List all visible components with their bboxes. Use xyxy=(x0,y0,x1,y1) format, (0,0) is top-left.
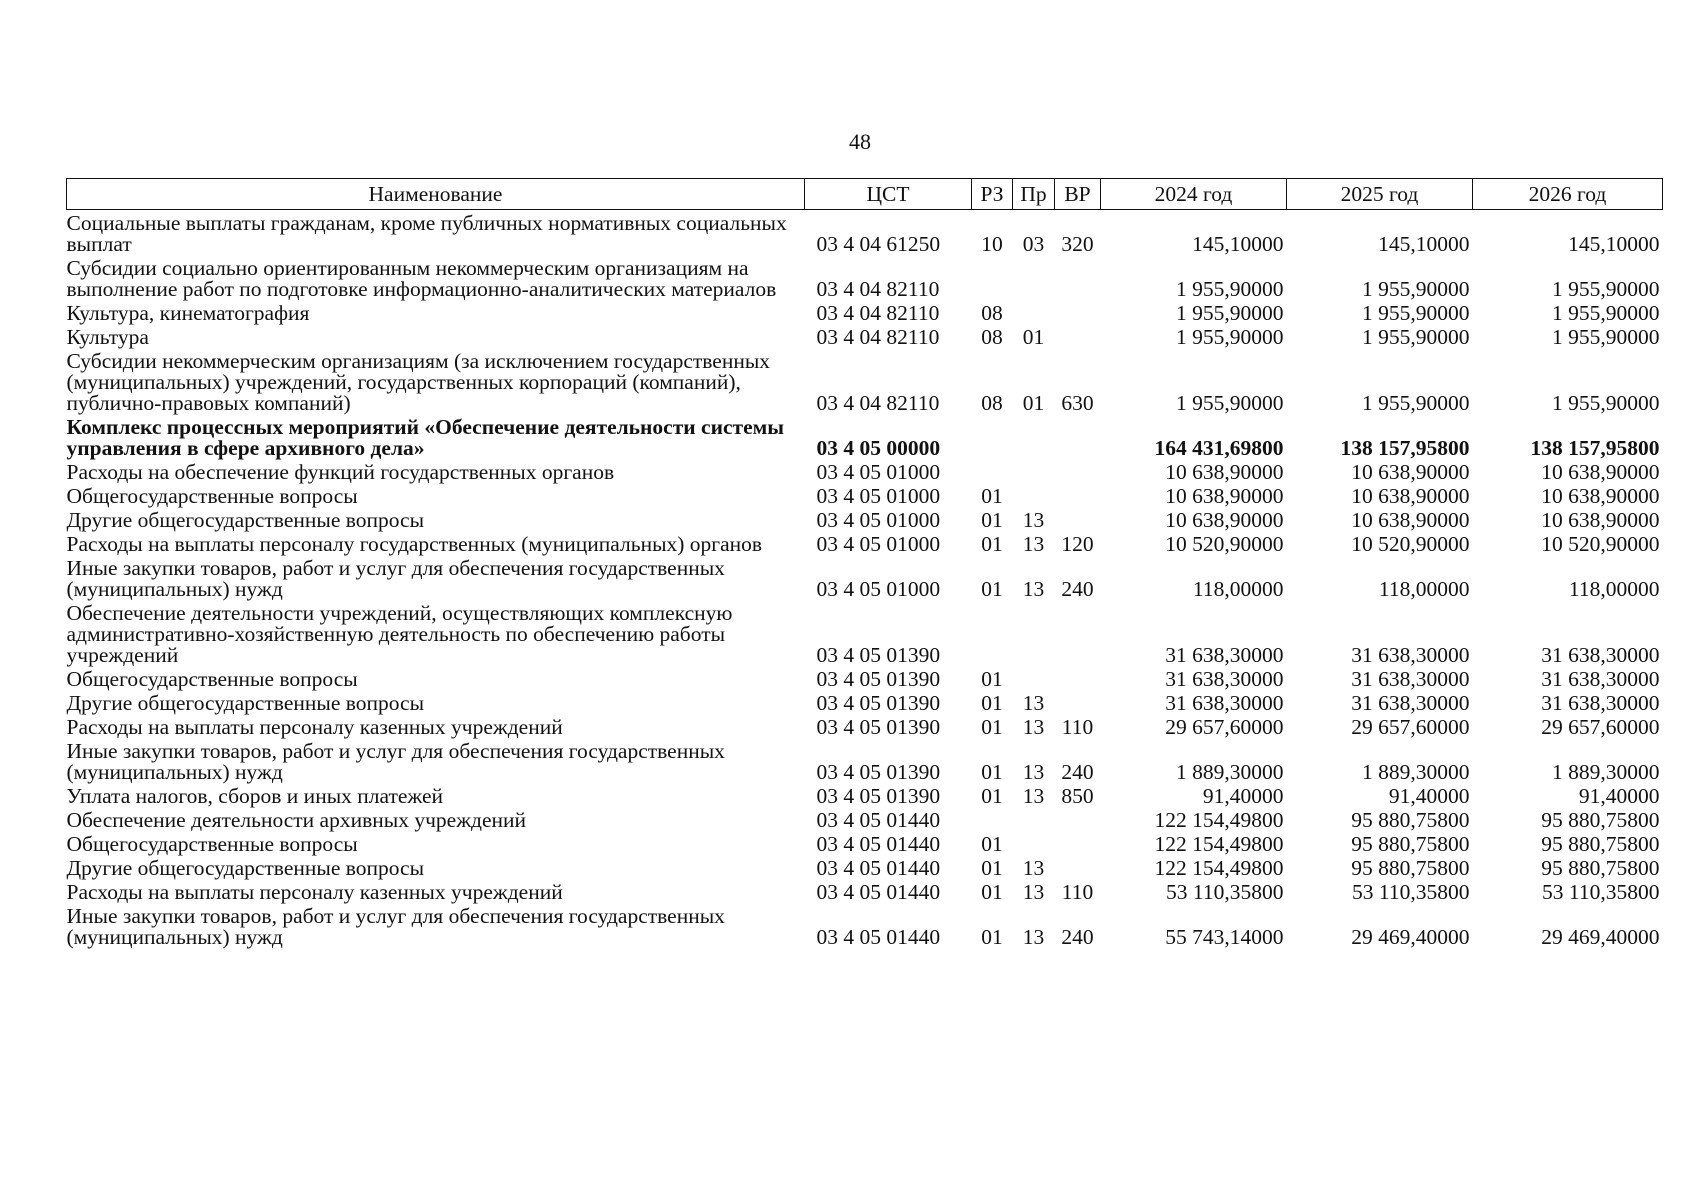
row-amount-2025: 91,40000 xyxy=(1388,784,1470,808)
row-amount-2025: 95 880,75800 xyxy=(1351,808,1470,832)
table-row xyxy=(67,807,1663,831)
row-cst: 03 4 05 01000 xyxy=(816,484,941,508)
row-amount-2025: 31 638,30000 xyxy=(1351,667,1470,691)
row-amount-2024: 91,40000 xyxy=(1202,784,1284,808)
header-2026: 2026 год xyxy=(1473,179,1663,210)
table-row xyxy=(67,600,1663,666)
row-amount-2026: 1 955,90000 xyxy=(1552,325,1660,349)
table-row xyxy=(67,414,1663,459)
row-amount-2024: 31 638,30000 xyxy=(1165,691,1284,715)
row-rz: 01 xyxy=(981,784,1003,808)
row-vr xyxy=(1055,600,1101,666)
row-vr: 240 xyxy=(1061,577,1094,601)
row-cst: 03 4 05 01000 xyxy=(816,508,941,532)
table-row xyxy=(67,210,1663,256)
row-cst: 03 4 04 82110 xyxy=(816,325,940,349)
row-amount-2026: 91,40000 xyxy=(1578,784,1660,808)
row-amount-2026: 29 657,60000 xyxy=(1541,715,1660,739)
row-name: Другие общегосударственные вопросы xyxy=(66,691,425,715)
row-amount-2024: 53 110,35800 xyxy=(1166,880,1284,904)
row-pr: 13 xyxy=(1022,691,1045,715)
row-name: Культура, кинематография xyxy=(66,301,310,325)
row-cst: 03 4 05 00000 xyxy=(816,436,941,460)
row-amount-2025: 10 638,90000 xyxy=(1351,484,1470,508)
row-vr xyxy=(1055,483,1101,507)
row-vr: 240 xyxy=(1061,760,1094,784)
row-amount-2025: 1 955,90000 xyxy=(1362,391,1470,415)
row-rz: 01 xyxy=(981,925,1003,949)
row-vr xyxy=(1055,507,1101,531)
row-amount-2024: 31 638,30000 xyxy=(1165,667,1284,691)
row-pr: 13 xyxy=(1022,925,1045,949)
table-row xyxy=(67,666,1663,690)
row-amount-2026: 53 110,35800 xyxy=(1542,880,1660,904)
row-pr xyxy=(1013,600,1055,666)
row-cst: 03 4 05 01390 xyxy=(816,760,941,784)
row-rz: 10 xyxy=(981,232,1003,256)
row-rz: 01 xyxy=(981,880,1003,904)
table-row xyxy=(67,255,1663,300)
row-amount-2024: 1 955,90000 xyxy=(1176,325,1284,349)
row-name: Другие общегосударственные вопросы xyxy=(66,508,425,532)
row-name: Расходы на выплаты персоналу казенных учреждений xyxy=(66,880,563,904)
row-vr: 110 xyxy=(1061,880,1094,904)
row-amount-2025: 1 955,90000 xyxy=(1362,325,1470,349)
row-cst: 03 4 05 01000 xyxy=(816,460,941,484)
row-name: Обеспечение деятельности архивных учреждений xyxy=(66,808,527,832)
row-rz: 01 xyxy=(981,832,1003,856)
row-vr xyxy=(1055,414,1101,459)
row-amount-2025: 29 657,60000 xyxy=(1351,715,1470,739)
row-name: Иные закупки товаров, работ и услуг для обеспечения государственных (муниципальных) нужд xyxy=(66,556,725,601)
page-number: 48 xyxy=(849,129,871,154)
row-amount-2025: 1 955,90000 xyxy=(1362,277,1470,301)
row-cst: 03 4 04 82110 xyxy=(816,391,940,415)
row-name: Расходы на выплаты персоналу государственных (муниципальных) органов xyxy=(66,532,763,556)
row-vr xyxy=(1055,324,1101,348)
table-row xyxy=(67,324,1663,348)
table-row xyxy=(67,903,1663,948)
row-rz xyxy=(972,255,1013,300)
row-pr xyxy=(1013,459,1055,483)
row-cst: 03 4 05 01000 xyxy=(816,577,941,601)
row-cst: 03 4 05 01440 xyxy=(816,832,941,856)
table-row xyxy=(67,483,1663,507)
row-rz: 08 xyxy=(981,301,1003,325)
table-row xyxy=(67,783,1663,807)
table-row xyxy=(67,690,1663,714)
row-amount-2024: 122 154,49800 xyxy=(1154,856,1284,880)
row-name: Расходы на обеспечение функций государственных органов xyxy=(66,460,615,484)
header-vr: ВР xyxy=(1055,179,1101,210)
row-cst: 03 4 05 01390 xyxy=(816,715,941,739)
header-rz: РЗ xyxy=(972,179,1013,210)
row-pr xyxy=(1013,483,1055,507)
budget-table xyxy=(66,178,1663,948)
row-amount-2026: 1 889,30000 xyxy=(1552,760,1660,784)
table-row xyxy=(67,714,1663,738)
row-pr xyxy=(1013,414,1055,459)
row-rz: 01 xyxy=(981,667,1003,691)
row-rz: 01 xyxy=(981,577,1003,601)
row-amount-2026: 29 469,40000 xyxy=(1541,925,1660,949)
row-vr xyxy=(1055,855,1101,879)
row-amount-2026: 1 955,90000 xyxy=(1552,301,1660,325)
row-name: Другие общегосударственные вопросы xyxy=(66,856,425,880)
row-pr: 13 xyxy=(1022,880,1045,904)
row-rz xyxy=(972,600,1013,666)
row-cst: 03 4 05 01390 xyxy=(816,643,941,667)
row-vr xyxy=(1055,255,1101,300)
row-vr xyxy=(1055,690,1101,714)
row-amount-2026: 10 638,90000 xyxy=(1541,508,1660,532)
row-name: Субсидии некоммерческим организациям (за исключением государственных (муниципальных) учреждений, государственных корпораций (компаний), публично-правовых компаний) xyxy=(66,349,771,415)
row-vr: 630 xyxy=(1061,391,1094,415)
row-amount-2026: 1 955,90000 xyxy=(1552,277,1660,301)
row-amount-2026: 145,10000 xyxy=(1568,232,1660,256)
row-amount-2025: 10 638,90000 xyxy=(1351,508,1470,532)
row-vr xyxy=(1055,807,1101,831)
row-amount-2026: 95 880,75800 xyxy=(1541,832,1660,856)
row-vr: 120 xyxy=(1061,532,1094,556)
row-amount-2024: 145,10000 xyxy=(1192,232,1284,256)
row-amount-2025: 138 157,95800 xyxy=(1340,436,1470,460)
row-amount-2025: 31 638,30000 xyxy=(1351,691,1470,715)
table-row xyxy=(67,855,1663,879)
row-amount-2024: 164 431,69800 xyxy=(1154,436,1284,460)
row-amount-2025: 53 110,35800 xyxy=(1352,880,1470,904)
row-vr: 240 xyxy=(1061,925,1094,949)
row-pr: 03 xyxy=(1022,232,1045,256)
row-rz: 01 xyxy=(981,508,1003,532)
header-2025: 2025 год xyxy=(1287,179,1473,210)
row-cst: 03 4 05 01440 xyxy=(816,856,941,880)
row-name: Субсидии социально ориентированным некоммерческим организациям на выполнение работ по подготовке информационно-аналитических материалов xyxy=(66,256,777,301)
row-amount-2026: 10 520,90000 xyxy=(1541,532,1660,556)
row-amount-2024: 29 657,60000 xyxy=(1165,715,1284,739)
row-name: Социальные выплаты гражданам, кроме публичных нормативных социальных выплат xyxy=(66,211,787,256)
row-name: Комплекс процессных мероприятий «Обеспечение деятельности системы управления в сфере архивного дела» xyxy=(66,415,785,460)
row-rz: 01 xyxy=(981,484,1003,508)
row-cst: 03 4 05 01000 xyxy=(816,532,941,556)
row-rz: 01 xyxy=(981,532,1003,556)
row-cst: 03 4 05 01440 xyxy=(816,880,941,904)
row-pr: 13 xyxy=(1022,577,1045,601)
header-name: Наименование xyxy=(67,179,805,210)
row-vr xyxy=(1055,831,1101,855)
row-pr xyxy=(1013,807,1055,831)
header-cst: ЦСТ xyxy=(805,179,972,210)
row-amount-2024: 118,00000 xyxy=(1192,577,1284,601)
row-amount-2025: 145,10000 xyxy=(1378,232,1470,256)
row-amount-2025: 31 638,30000 xyxy=(1351,643,1470,667)
row-name: Расходы на выплаты персоналу казенных учреждений xyxy=(66,715,563,739)
row-rz: 08 xyxy=(981,325,1003,349)
row-amount-2024: 10 638,90000 xyxy=(1165,508,1284,532)
row-amount-2026: 10 638,90000 xyxy=(1541,460,1660,484)
row-cst: 03 4 04 82110 xyxy=(816,277,940,301)
row-amount-2025: 95 880,75800 xyxy=(1351,856,1470,880)
row-pr xyxy=(1013,831,1055,855)
row-amount-2025: 10 638,90000 xyxy=(1351,460,1470,484)
row-rz: 01 xyxy=(981,715,1003,739)
table-row xyxy=(67,459,1663,483)
row-name: Общегосударственные вопросы xyxy=(66,667,358,691)
row-amount-2025: 29 469,40000 xyxy=(1351,925,1470,949)
row-pr: 13 xyxy=(1022,508,1045,532)
row-amount-2024: 122 154,49800 xyxy=(1154,832,1284,856)
table-row xyxy=(67,738,1663,783)
table-row xyxy=(67,531,1663,555)
table-row xyxy=(67,879,1663,903)
row-rz: 01 xyxy=(981,760,1003,784)
row-cst: 03 4 05 01440 xyxy=(816,808,941,832)
row-amount-2026: 31 638,30000 xyxy=(1541,691,1660,715)
row-amount-2025: 1 889,30000 xyxy=(1362,760,1470,784)
row-amount-2024: 1 955,90000 xyxy=(1176,301,1284,325)
row-amount-2026: 1 955,90000 xyxy=(1552,391,1660,415)
row-rz xyxy=(972,459,1013,483)
row-amount-2024: 10 638,90000 xyxy=(1165,484,1284,508)
row-rz xyxy=(972,807,1013,831)
row-cst: 03 4 04 61250 xyxy=(816,232,941,256)
row-vr xyxy=(1055,459,1101,483)
row-amount-2025: 95 880,75800 xyxy=(1351,832,1470,856)
row-name: Культура xyxy=(66,325,149,349)
row-name: Общегосударственные вопросы xyxy=(66,484,358,508)
row-amount-2026: 95 880,75800 xyxy=(1541,856,1660,880)
row-amount-2025: 10 520,90000 xyxy=(1351,532,1470,556)
row-name: Уплата налогов, сборов и иных платежей xyxy=(66,784,444,808)
row-vr: 850 xyxy=(1061,784,1094,808)
row-cst: 03 4 05 01390 xyxy=(816,667,941,691)
row-pr xyxy=(1013,300,1055,324)
table-row xyxy=(67,555,1663,600)
row-amount-2024: 31 638,30000 xyxy=(1165,643,1284,667)
row-name: Иные закупки товаров, работ и услуг для обеспечения государственных (муниципальных) нужд xyxy=(66,739,725,784)
table-row xyxy=(67,348,1663,414)
row-amount-2024: 1 955,90000 xyxy=(1176,391,1284,415)
row-amount-2026: 10 638,90000 xyxy=(1541,484,1660,508)
row-name: Обеспечение деятельности учреждений, осуществляющих комплексную административно-хозяйственную деятельность по обеспечению работы учреждений xyxy=(66,601,733,667)
row-rz: 08 xyxy=(981,391,1003,415)
row-amount-2026: 118,00000 xyxy=(1568,577,1660,601)
row-pr: 13 xyxy=(1022,784,1045,808)
row-rz xyxy=(972,414,1013,459)
row-amount-2025: 1 955,90000 xyxy=(1362,301,1470,325)
row-pr: 01 xyxy=(1022,325,1045,349)
row-cst: 03 4 05 01390 xyxy=(816,691,941,715)
row-amount-2026: 95 880,75800 xyxy=(1541,808,1660,832)
row-amount-2026: 31 638,30000 xyxy=(1541,643,1660,667)
row-pr: 13 xyxy=(1022,532,1045,556)
row-name: Общегосударственные вопросы xyxy=(66,832,358,856)
row-vr: 320 xyxy=(1061,232,1094,256)
row-rz: 01 xyxy=(981,691,1003,715)
header-pr: Пр xyxy=(1013,179,1055,210)
row-pr: 13 xyxy=(1022,715,1045,739)
row-pr: 01 xyxy=(1022,391,1045,415)
row-amount-2026: 138 157,95800 xyxy=(1530,436,1660,460)
row-name: Иные закупки товаров, работ и услуг для обеспечения государственных (муниципальных) нужд xyxy=(66,904,725,949)
row-amount-2024: 1 889,30000 xyxy=(1176,760,1284,784)
table-row xyxy=(67,831,1663,855)
table-header-row xyxy=(67,179,1663,210)
table-row xyxy=(67,507,1663,531)
row-pr: 13 xyxy=(1022,856,1045,880)
header-2024: 2024 год xyxy=(1101,179,1287,210)
row-amount-2026: 31 638,30000 xyxy=(1541,667,1660,691)
row-pr xyxy=(1013,666,1055,690)
row-amount-2024: 10 520,90000 xyxy=(1165,532,1284,556)
row-cst: 03 4 04 82110 xyxy=(816,301,940,325)
row-pr: 13 xyxy=(1022,760,1045,784)
row-amount-2025: 118,00000 xyxy=(1378,577,1470,601)
row-vr: 110 xyxy=(1061,715,1094,739)
row-amount-2024: 1 955,90000 xyxy=(1176,277,1284,301)
row-vr xyxy=(1055,666,1101,690)
row-vr xyxy=(1055,300,1101,324)
row-cst: 03 4 05 01390 xyxy=(816,784,941,808)
row-cst: 03 4 05 01440 xyxy=(816,925,941,949)
row-amount-2024: 55 743,14000 xyxy=(1165,925,1284,949)
row-amount-2024: 10 638,90000 xyxy=(1165,460,1284,484)
row-pr xyxy=(1013,255,1055,300)
table-body xyxy=(67,210,1663,949)
table-row xyxy=(67,300,1663,324)
row-rz: 01 xyxy=(981,856,1003,880)
row-amount-2024: 122 154,49800 xyxy=(1154,808,1284,832)
